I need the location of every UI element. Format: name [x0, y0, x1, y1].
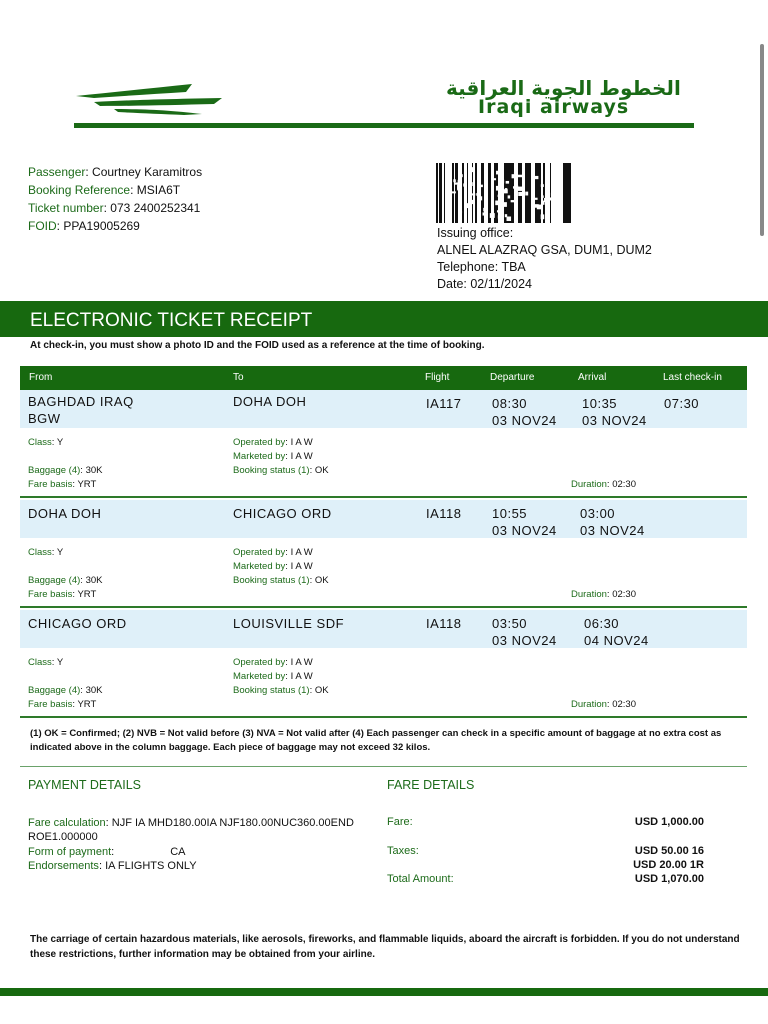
segment-duration: Duration: 02:30	[571, 589, 636, 600]
segment-from: CHICAGO ORD	[28, 616, 127, 631]
ticket-label: Ticket number	[28, 201, 104, 215]
segment-arrival: 06:30 04 NOV24	[584, 616, 649, 648]
fare-details-title: FARE DETAILS	[387, 778, 475, 792]
segment-to: LOUISVILLE SDF	[233, 616, 345, 631]
segment-flight: IA117	[426, 396, 462, 411]
footer-bar	[0, 988, 768, 996]
header-divider	[74, 123, 694, 128]
total-amount-value: USD 1,070.00	[634, 873, 704, 885]
endorsements: Endorsements: IA FLIGHTS ONLY	[28, 860, 197, 872]
date-label: Date	[437, 277, 464, 291]
ticket-number: 073 2400252341	[110, 201, 201, 215]
segment-carrier-info: Operated by: I A W Marketed by: I A W Booking status (1): OK	[233, 547, 329, 586]
segment-carrier-info: Operated by: I A W Marketed by: I A W Booking status (1): OK	[233, 437, 329, 476]
segment-arrival: 03:00 03 NOV24	[580, 506, 645, 538]
fare-label: Fare:	[387, 816, 413, 828]
col-from: From	[29, 372, 53, 383]
segment-duration: Duration: 02:30	[571, 699, 636, 710]
segment-class: Class: Y	[28, 437, 64, 448]
segment-baggage: Baggage (4): 30K Fare basis: YRT	[28, 575, 103, 600]
segment-class: Class: Y	[28, 547, 64, 558]
receipt-title-bar	[0, 301, 768, 337]
col-arrival: Arrival	[578, 372, 607, 383]
issuing-label: Issuing office:	[437, 226, 514, 240]
taxes-label: Taxes:	[387, 845, 419, 857]
foid-value: PPA19005269	[63, 219, 140, 233]
segment-departure: 08:30 03 NOV24	[492, 396, 557, 428]
issuing-value: ALNEL ALAZRAQ GSA, DUM1, DUM2	[437, 243, 652, 257]
checkin-notice: At check-in, you must show a photo ID and the FOID used as a reference at the time of booking.	[30, 340, 485, 351]
fare-value: USD 1,000.00	[634, 816, 704, 828]
segment-divider	[20, 496, 747, 498]
segment-last-checkin: 07:30	[664, 396, 700, 411]
telephone-value: TBA	[501, 260, 526, 274]
airline-name-arabic: الخطوط الجوية العراقية	[446, 76, 681, 100]
issuing-office: Issuing office: ALNEL ALAZRAQ GSA, DUM1, DUM2 Telephone: TBA Date: 02/11/2024	[437, 226, 652, 291]
date-value: 02/11/2024	[470, 277, 532, 291]
airline-name-english: Iraqi airways	[478, 96, 630, 118]
passenger-info: Passenger: Courtney Karamitros Booking Reference: MSIA6T Ticket number: 073 2400252341 FOID: PPA19005269	[28, 165, 203, 233]
segment-to: CHICAGO ORD	[233, 506, 332, 521]
section-divider	[20, 766, 747, 767]
segment-to: DOHA DOH	[233, 394, 307, 409]
fare-calculation: Fare calculation: NJF IA MHD180.00IA NJF180.00NUC360.00END ROE1.000000	[28, 817, 354, 843]
scrollbar[interactable]	[760, 44, 764, 236]
segment-baggage: Baggage (4): 30K Fare basis: YRT	[28, 685, 103, 710]
segment-flight: IA118	[426, 616, 462, 631]
segment-flight: IA118	[426, 506, 462, 521]
barcode-icon	[436, 163, 572, 223]
segment-divider	[20, 606, 747, 608]
segment-duration: Duration: 02:30	[571, 479, 636, 490]
passenger-label: Passenger	[28, 165, 86, 179]
segment-arrival: 10:35 03 NOV24	[582, 396, 647, 428]
col-flight: Flight	[425, 372, 450, 383]
booking-label: Booking Reference	[28, 183, 131, 197]
receipt-title: ELECTRONIC TICKET RECEIPT	[30, 310, 313, 331]
itinerary-header	[20, 366, 747, 390]
segment-divider	[20, 716, 747, 718]
col-departure: Departure	[490, 372, 535, 383]
telephone-label: Telephone	[437, 260, 495, 274]
segment-class: Class: Y	[28, 657, 64, 668]
tax-line: USD 20.00 1R	[633, 859, 704, 871]
hazardous-materials-notice: The carriage of certain hazardous materials, like aerosols, fireworks, and flammable liquids, aboard the aircraft is forbidden. If you do not understand these restrictions, further information may be obtained from your airline.	[30, 934, 740, 960]
total-amount-label: Total Amount:	[387, 873, 454, 885]
status-footnote: (1) OK = Confirmed; (2) NVB = Not valid before (3) NVA = Not valid after (4) Each passenger can check in a specific amount of baggage at no extra cost as indicated above in the column baggage. Each piece of baggage may not exceed 32 kilos.	[30, 728, 722, 753]
payment-details-title: PAYMENT DETAILS	[28, 778, 141, 792]
col-last-checkin: Last check-in	[663, 372, 722, 383]
segment-from: BAGHDAD IRAQ BGW	[28, 394, 134, 426]
segment-departure: 03:50 03 NOV24	[492, 616, 557, 648]
airline-logo-icon	[74, 82, 224, 116]
foid-label: FOID	[28, 219, 57, 233]
booking-reference: MSIA6T	[136, 183, 181, 197]
segment-carrier-info: Operated by: I A W Marketed by: I A W Booking status (1): OK	[233, 657, 329, 696]
segment-baggage: Baggage (4): 30K Fare basis: YRT	[28, 465, 103, 490]
segment-departure: 10:55 03 NOV24	[492, 506, 557, 538]
tax-line: USD 50.00 16	[634, 845, 704, 857]
col-to: To	[233, 372, 244, 383]
segment-from: DOHA DOH	[28, 506, 102, 521]
form-of-payment: Form of payment: CA	[28, 846, 186, 858]
passenger-name: Courtney Karamitros	[92, 165, 203, 179]
